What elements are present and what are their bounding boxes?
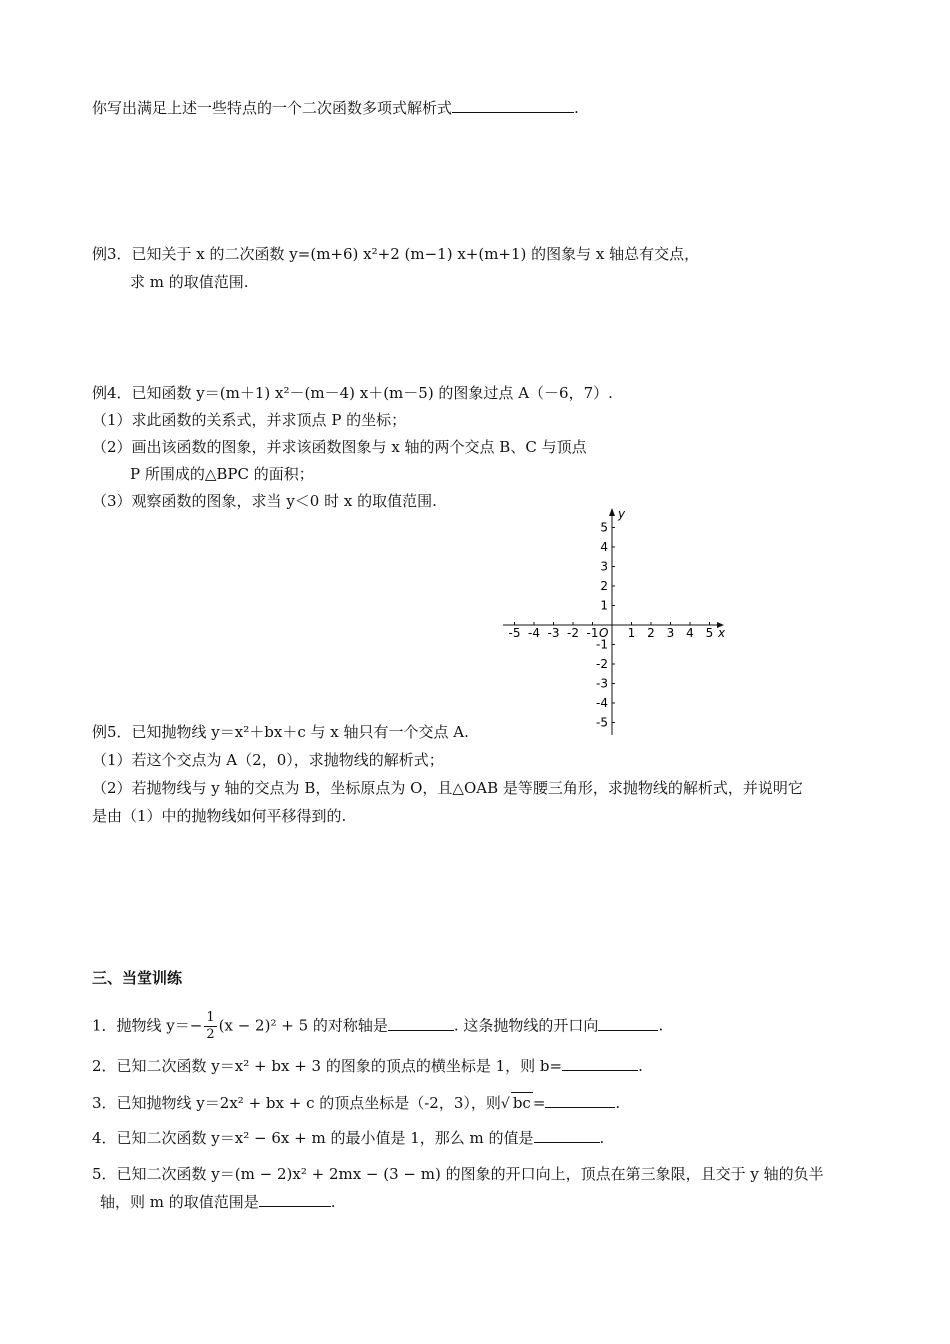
answer-blank[interactable] (534, 1128, 600, 1143)
example-5-line-1: 例5．已知抛物线 y＝x²＋bx＋c 与 x 轴只有一个交点 A. (92, 723, 469, 741)
intro-line: 你写出满足上述一些特点的一个二次函数多项式解析式 . (92, 99, 579, 117)
example-5-question-2b: 是由（1）中的抛物线如何平移得到的. (92, 807, 347, 825)
x-tick-label: 3 (666, 626, 675, 640)
x-tick-label: 5 (705, 626, 714, 640)
y-tick-label: 2 (600, 579, 608, 593)
fraction: $\frac{1}{2}$ (206, 1010, 215, 1042)
example-5-question-2a: （2）若抛物线与 y 轴的交点为 B，坐标原点为 O，且△OAB 是等腰三角形，求抛物线的解析式，并说明它 (92, 779, 803, 797)
y-tick-label: 1 (600, 598, 608, 613)
x-tick-label: 2 (647, 626, 655, 640)
example-4-question-2a: （2）画出该函数的图象，并求该函数图象与 x 轴的两个交点 B、C 与顶点 (92, 438, 587, 456)
y-tick-label: -1 (596, 637, 608, 652)
example-3-line-2: 求 m 的取值范围. (130, 273, 249, 291)
answer-blank[interactable] (452, 98, 574, 113)
x-tick-label: -2 (567, 626, 579, 640)
y-tick-label: 4 (600, 540, 608, 554)
answer-blank[interactable] (562, 1056, 638, 1071)
answer-blank[interactable] (598, 1016, 658, 1031)
y-tick-label: 5 (600, 520, 608, 535)
coordinate-axes (495, 500, 735, 740)
y-tick-label: 3 (600, 559, 608, 574)
example-5-question-1: （1）若这个交点为 A（2，0），求抛物线的解析式； (92, 751, 444, 769)
y-axis-label: y (618, 507, 626, 521)
intro-text: 你写出满足上述一些特点的一个二次函数多项式解析式 (92, 99, 453, 117)
y-tick-label: -2 (596, 657, 608, 671)
practice-3: 3．已知抛物线 y＝2x² + bx + c 的顶点坐标是（-2，3），则√ bc = . (92, 1094, 621, 1112)
y-tick-label: -4 (596, 696, 608, 710)
practice-5a: 5．已知二次函数 y＝(m − 2)x² + 2mx − (3 − m) 的图象的开口向上，顶点在第三象限，且交于 y 轴的负半 (92, 1165, 824, 1183)
example-3-line-1: 例3．已知关于 x 的二次函数 y=(m+6) x²+2 (m−1) x+(m+1) 的图象与 x 轴总有交点， (92, 245, 700, 263)
x-axis-label: x (718, 626, 726, 640)
origin-label: O (599, 626, 609, 640)
x-tick-label: -5 (508, 626, 521, 640)
y-tick-label: -5 (596, 715, 608, 730)
answer-blank[interactable] (545, 1093, 615, 1108)
example-4-question-3: （3）观察函数的图象，求当 y＜0 时 x 的取值范围. (92, 492, 437, 510)
example-4-line-1: 例4．已知函数 y＝(m＋1) x²－(m－4) x＋(m－5) 的图象过点 A（－6，7）. (92, 384, 613, 402)
y-axis-arrow-icon (609, 508, 615, 516)
x-tick-label: 4 (686, 626, 694, 640)
x-tick-label: -4 (528, 626, 540, 640)
practice-5b: 轴，则 m 的取值范围是 . (100, 1193, 336, 1211)
y-tick-label: -3 (596, 676, 608, 691)
x-tick-label: 1 (627, 626, 636, 640)
answer-blank[interactable] (388, 1016, 454, 1031)
example-4-question-1: （1）求此函数的关系式，并求顶点 P 的坐标； (92, 411, 407, 429)
x-tick-label: -1 (586, 626, 599, 640)
x-tick-label: -3 (547, 626, 560, 640)
example-4-question-2b: P 所围成的△BPC 的面积； (130, 465, 314, 483)
practice-2: 2．已知二次函数 y＝x² + bx + 3 的图象的顶点的横坐标是 1，则 b= . (92, 1057, 643, 1075)
practice-1: 1．抛物线 y＝− $\frac{1}{2}$ (x − 2)² + 5 的对称轴是 . 这条抛物线的开口向 . (92, 1010, 664, 1042)
section-title: 三、当堂训练 (92, 969, 183, 987)
sqrt-expression: bc (512, 1094, 531, 1112)
answer-blank[interactable] (259, 1192, 331, 1207)
practice-4: 4．已知二次函数 y＝x² − 6x + m 的最小值是 1，那么 m 的值是 . (92, 1129, 605, 1147)
